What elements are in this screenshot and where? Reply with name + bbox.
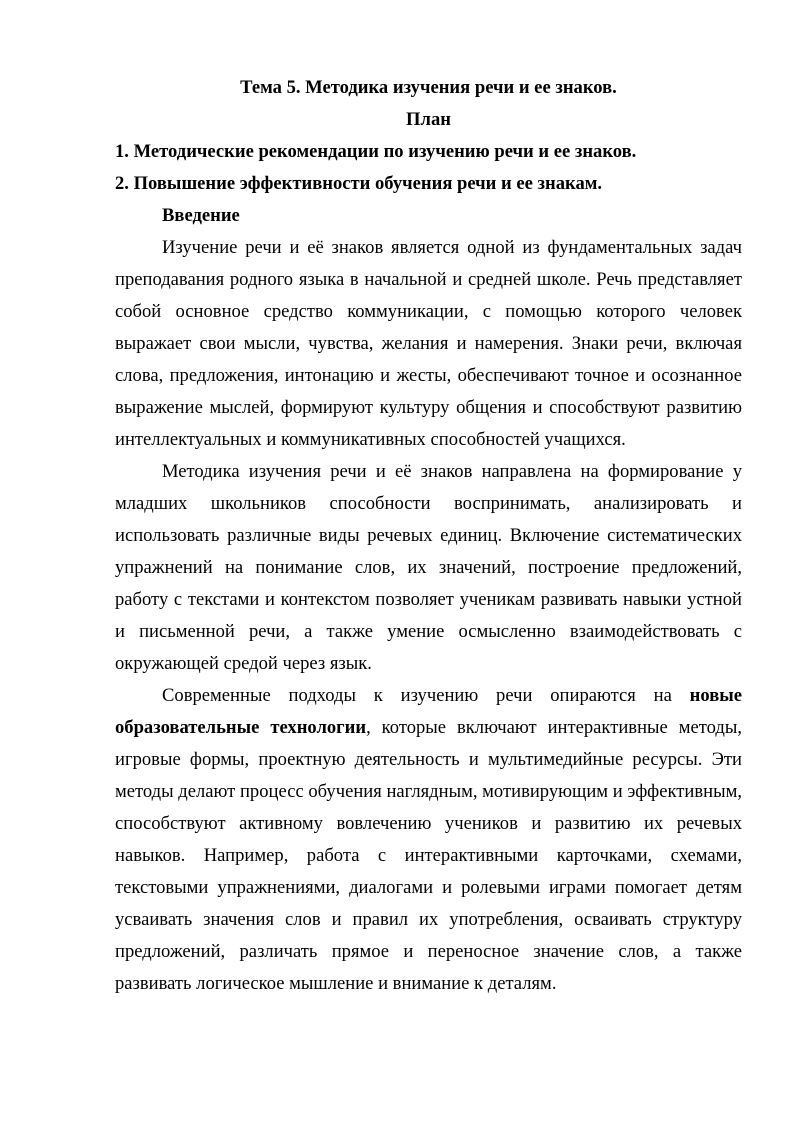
- paragraph-3-start: Современные подходы к изучению речи опираются на: [162, 685, 690, 706]
- intro-heading: Введение: [162, 205, 240, 226]
- paragraph-3-bold-term: новые образовательные технологии: [115, 685, 742, 738]
- plan-heading: План: [406, 109, 451, 130]
- plan-item-2: 2. Повышение эффективности обучения речи и ее знакам.: [115, 173, 603, 194]
- paragraph-2: Методика изучения речи и её знаков направлена на формирование у младших школьников способности воспринимать, анализировать и использовать различные виды речевых единиц. Включение систематических упражнений на понимание слов, их значений, построение предложений, работу с текстами и контекстом позволяет ученикам развивать навыки устной и письменной речи, а также умение осмысленно взаимодействовать с окружающей средой через язык.: [115, 461, 742, 674]
- document-page: [115, 72, 742, 1000]
- paragraph-3-end: , которые включают интерактивные методы, игровые формы, проектную деятельность и мультимедийные ресурсы. Эти методы делают процесс обучения наглядным, мотивирующим и эффективным, способствуют активному вовлечению учеников и развитию их речевых навыков. Например, работа с интерактивными карточками, схемами, текстовыми упражнениями, диалогами и ролевыми играми помогает детям усваивать значения слов и правил их употребления, осваивать структуру предложений, различать прямое и переносное значение слов, а также развивать логическое мышление и внимание к деталям.: [115, 717, 742, 994]
- document-title: Тема 5. Методика изучения речи и ее знаков.: [240, 77, 617, 98]
- plan-item-1: 1. Методические рекомендации по изучению речи и ее знаков.: [115, 141, 637, 162]
- paragraph-3: [115, 680, 742, 1000]
- paragraph-1: Изучение речи и её знаков является одной из фундаментальных задач преподавания родного языка в начальной и средней школе. Речь представляет собой основное средство коммуникации, с помощью которого человек выражает свои мысли, чувства, желания и намерения. Знаки речи, включая слова, предложения, интонацию и жесты, обеспечивают точное и осознанное выражение мыслей, формируют культуру общения и способствуют развитию интеллектуальных и коммуникативных способностей учащихся.: [115, 237, 742, 450]
